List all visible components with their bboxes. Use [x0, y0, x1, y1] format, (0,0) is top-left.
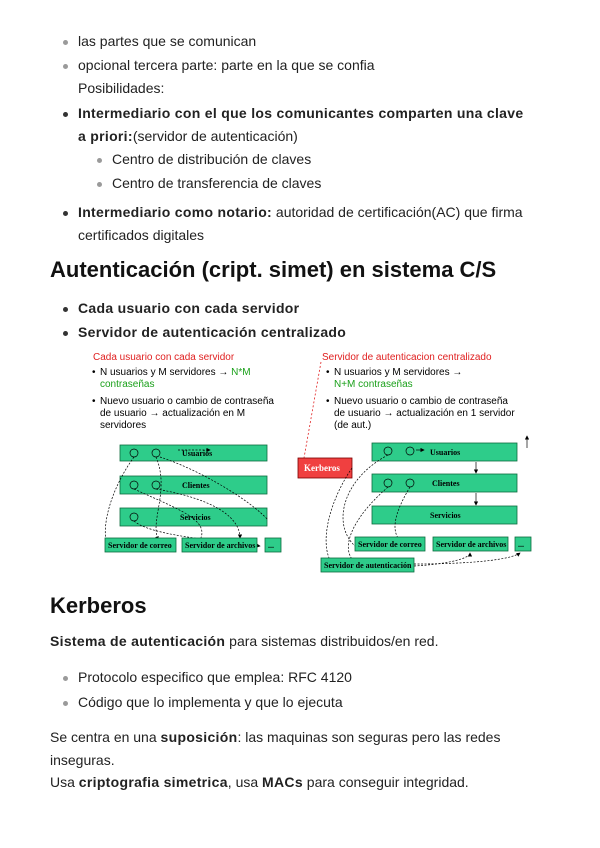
auth-comparison-diagram — [90, 350, 560, 575]
left-servicios-label: Servicios — [180, 513, 211, 522]
intro-shared-key-line1 — [78, 104, 523, 122]
intro-bullet-third-party: opcional tercera parte: parte en la que se confia — [78, 57, 375, 73]
left-b1-accent2: contraseñas — [100, 379, 155, 390]
right-title-pointer — [304, 362, 321, 458]
kerberos-assumption-line2: inseguras. — [50, 752, 115, 768]
kerberos-p2-mid: , usa — [227, 774, 263, 790]
kerberos-bullet-code: Código que lo implementa y que lo ejecuta — [78, 694, 343, 710]
left-correo-label: Servidor de correo — [108, 541, 172, 550]
intro-sub-transferencia: Centro de transferencia de claves — [112, 175, 322, 191]
kerberos-definition — [50, 632, 438, 650]
right-usuarios-box — [372, 443, 517, 461]
left-archivos-box — [182, 538, 257, 552]
right-auth-server-label: Servidor de autenticación — [324, 561, 412, 570]
kerberos-assumption-line1 — [50, 728, 500, 746]
bullet-icon — [63, 331, 68, 336]
left-connections — [105, 450, 268, 547]
intro-shared-key-apriori: a priori: — [78, 128, 133, 144]
left-b2-l3: servidores — [100, 420, 147, 431]
right-title: Servidor de autenticacion centralizado — [322, 352, 492, 363]
left-b1-accent: N*M — [231, 367, 251, 378]
kerberos-p1-pre: Se centra en una — [50, 729, 161, 745]
kerberos-p2-bold1: criptografia simetrica — [78, 774, 228, 790]
right-correo-label: Servidor de correo — [358, 540, 422, 549]
left-archivos-label: Servidor de archivos — [185, 541, 256, 550]
right-clientes-label: Clientes — [432, 479, 460, 488]
bullet-icon — [63, 307, 68, 312]
intro-shared-key-line2 — [78, 127, 298, 145]
left-usuarios-label: Usuarios — [182, 449, 213, 458]
cs-bullet-each-text: Cada usuario con cada servidor — [78, 300, 300, 316]
left-title: Cada usuario con cada servidor — [93, 352, 235, 363]
section-kerberos-heading: Kerberos — [50, 593, 147, 618]
kerberos-crypto-line — [50, 773, 469, 791]
right-servicios-box — [372, 506, 517, 524]
kerberos-p1-bold: suposición — [160, 729, 238, 745]
intro-sub-distribucion: Centro de distribución de claves — [112, 151, 312, 167]
kerberos-def-bold: Sistema de autenticación — [50, 633, 226, 649]
kerberos-p2-bold2: MACs — [262, 774, 303, 790]
intro-shared-key-rest: (servidor de autenticación) — [132, 128, 298, 144]
right-more-box — [515, 537, 531, 551]
right-b2-l1: Nuevo usuario o cambio de contraseña — [334, 396, 508, 407]
left-clientes-box — [120, 476, 267, 494]
right-bullet-1: • — [326, 367, 330, 378]
bullet-icon — [63, 701, 68, 706]
right-auth-links — [414, 553, 520, 566]
cs-bullet-each — [78, 299, 299, 317]
left-b1-line — [100, 367, 251, 378]
right-more-label: ... — [518, 540, 524, 549]
right-archivos-label: Servidor de archivos — [436, 540, 507, 549]
left-b1-text: N usuarios y M servidores → — [100, 367, 232, 378]
right-auth-server-box — [321, 558, 414, 572]
kerberos-box — [298, 458, 352, 478]
bullet-icon — [63, 112, 68, 117]
left-more-label: ... — [268, 541, 274, 550]
right-archivos-box — [433, 537, 508, 551]
left-bullet-1: • — [92, 367, 96, 378]
right-servicios-label: Servicios — [430, 511, 461, 520]
bullet-icon — [63, 676, 68, 681]
left-servicios-box — [120, 508, 267, 526]
kerberos-def-rest: para sistemas distribuidos/en red. — [225, 633, 439, 649]
intro-bullet-parties: las partes que se comunican — [78, 33, 257, 49]
intro-notary-line2: certificados digitales — [78, 227, 205, 243]
bullet-icon — [63, 64, 68, 69]
right-b1-accent: N+M contraseñas — [334, 379, 413, 390]
right-usuarios-label: Usuarios — [430, 448, 461, 457]
kerberos-label: Kerberos — [304, 463, 340, 473]
intro-notary-line1 — [78, 203, 523, 221]
cs-bullet-central-text: Servidor de autenticación centralizado — [78, 324, 347, 340]
right-clientes-box — [372, 474, 517, 492]
kerberos-p1-rest: : las maquinas son seguras pero las redes — [237, 729, 501, 745]
kerberos-p2-rest: para conseguir integridad. — [302, 774, 469, 790]
bullet-icon — [97, 182, 102, 187]
right-b1-text: N usuarios y M servidores → — [334, 367, 463, 378]
right-b2-l3: (de aut.) — [334, 420, 372, 431]
left-correo-box — [105, 538, 176, 552]
cs-bullet-central — [78, 323, 346, 341]
left-b2-l1: Nuevo usuario o cambio de contraseña — [100, 396, 274, 407]
left-usuarios-box — [120, 445, 267, 461]
bullet-icon — [63, 40, 68, 45]
bullet-icon — [97, 158, 102, 163]
right-b2-l2: de usuario → actualización en 1 servidor — [334, 408, 515, 419]
intro-posibilidades: Posibilidades: — [78, 80, 165, 96]
kerberos-p2-pre: Usa — [50, 774, 79, 790]
left-b2-l2: de usuario → actualización en M — [100, 408, 246, 419]
right-bullet-2: • — [326, 396, 330, 407]
intro-notary-bold: Intermediario como notario: — [78, 204, 273, 220]
left-clientes-label: Clientes — [182, 481, 210, 490]
kerberos-bullet-rfc: Protocolo especifico que emplea: RFC 4120 — [78, 669, 352, 685]
bullet-icon — [63, 211, 68, 216]
intro-notary-rest: autoridad de certificación(AC) que firma — [272, 204, 523, 220]
section-cs-heading: Autenticación (cript. simet) en sistema C/S — [50, 257, 497, 282]
intro-shared-key-bold: Intermediario con el que los comunicantes comparten una clave — [78, 105, 524, 121]
left-bullet-2: • — [92, 396, 96, 407]
left-more-box — [265, 538, 281, 552]
right-correo-box — [355, 537, 425, 551]
